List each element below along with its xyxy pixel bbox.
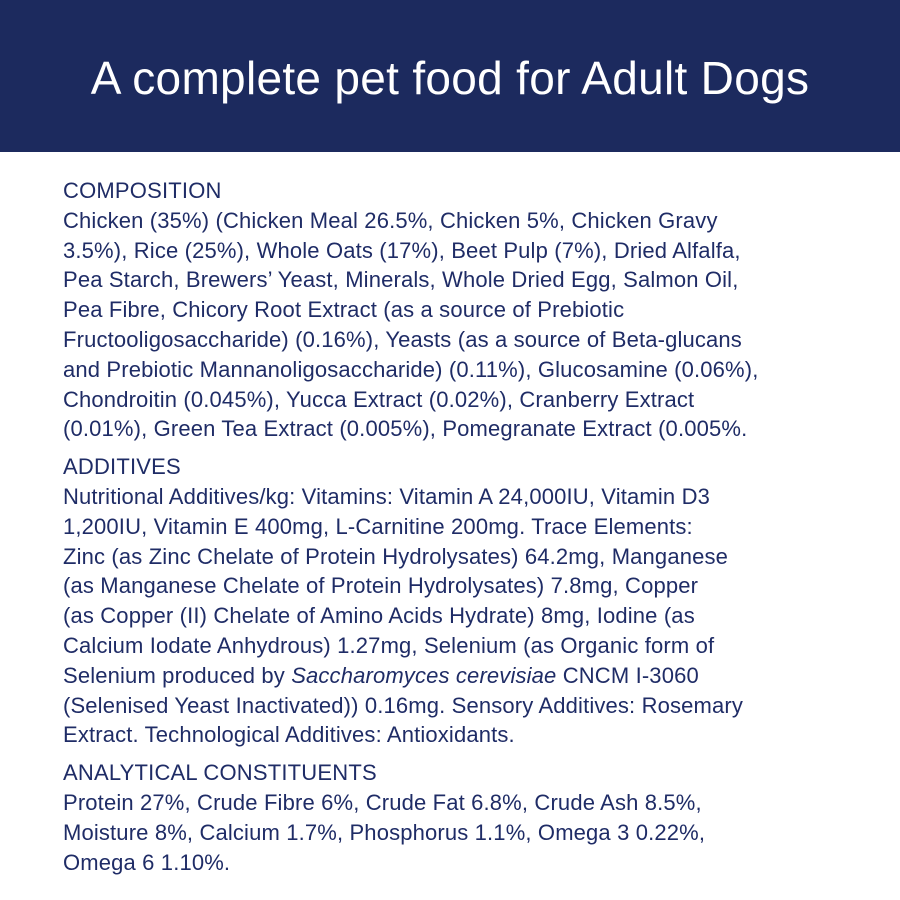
text-segment: Moisture 8%, Calcium 1.7%, Phosphorus 1.1%, Omega 3 0.22%, [63,819,706,845]
text-segment: Zinc (as Zinc Chelate of Protein Hydrolysates) 64.2mg, Manganese [63,543,729,569]
text-line [63,691,883,721]
text-line [63,661,883,691]
text-segment: 3.5%), Rice (25%), Whole Oats (17%), Beet Pulp (7%), Dried Alfalfa, [63,237,741,263]
text-segment: and Prebiotic Mannanoligosaccharide) (0.11%), Glucosamine (0.06%), [63,356,759,382]
text-line [63,601,883,631]
text-line [63,295,883,325]
text-line [63,571,883,601]
header-banner [0,0,900,152]
section-heading: COMPOSITION [63,178,222,203]
page-title: A complete pet food for Adult Dogs [90,52,810,104]
text-line [63,848,883,878]
text-line [63,542,883,572]
text-segment: CNCM I-3060 [556,662,699,688]
text-line [63,414,883,444]
text-segment: Pea Fibre, Chicory Root Extract (as a source of Prebiotic [63,297,625,323]
text-segment: Selenium produced by [63,662,292,688]
text-segment: Calcium Iodate Anhydrous) 1.27mg, Selenium (as Organic form of [63,632,715,658]
text-segment: Pea Starch, Brewers’ Yeast, Minerals, Whole Dried Egg, Salmon Oil, [63,267,739,293]
italic-text: Saccharomyces cerevisiae [291,662,557,688]
text-segment: (as Copper (II) Chelate of Amino Acids Hydrate) 8mg, Iodine (as [63,603,695,629]
text-segment: Fructooligosaccharide) (0.16%), Yeasts (as a source of Beta-glucans [63,326,742,352]
text-segment: Chondroitin (0.045%), Yucca Extract (0.02%), Cranberry Extract [63,386,695,412]
text-line [63,482,883,512]
section-composition [63,176,883,444]
text-line [63,631,883,661]
text-segment: 1,200IU, Vitamin E 400mg, L-Carnitine 200mg. Trace Elements: [63,513,693,539]
text-line [63,512,883,542]
text-line [63,355,883,385]
text-line [63,236,883,266]
section-additives [63,452,883,750]
text-line [63,206,883,236]
section-heading: ANALYTICAL CONSTITUENTS [63,760,377,786]
text-segment: Protein 27%, Crude Fibre 6%, Crude Fat 6.8%, Crude Ash 8.5%, [63,789,702,815]
text-line [63,818,883,848]
section-heading: ADDITIVES [63,454,181,480]
text-segment: (as Manganese Chelate of Protein Hydrolysates) 7.8mg, Copper [63,573,699,599]
section-analytical-constituents [63,758,883,877]
text-line [63,385,883,415]
text-line [63,265,883,295]
text-line [63,720,883,750]
text-segment: Nutritional Additives/kg: Vitamins: Vitamin A 24,000IU, Vitamin D3 [63,483,711,509]
text-segment: (Selenised Yeast Inactivated)) 0.16mg. Sensory Additives: Rosemary [63,692,744,718]
text-segment: Omega 6 1.10%. [63,849,231,875]
text-line [63,325,883,355]
text-segment: (0.01%), Green Tea Extract (0.005%), Pomegranate Extract (0.005%. [63,416,748,442]
text-segment: Chicken (35%) (Chicken Meal 26.5%, Chicken 5%, Chicken Gravy [63,207,718,233]
text-segment: Extract. Technological Additives: Antioxidants. [63,722,515,748]
text-line [63,788,883,818]
label-content [63,176,883,885]
